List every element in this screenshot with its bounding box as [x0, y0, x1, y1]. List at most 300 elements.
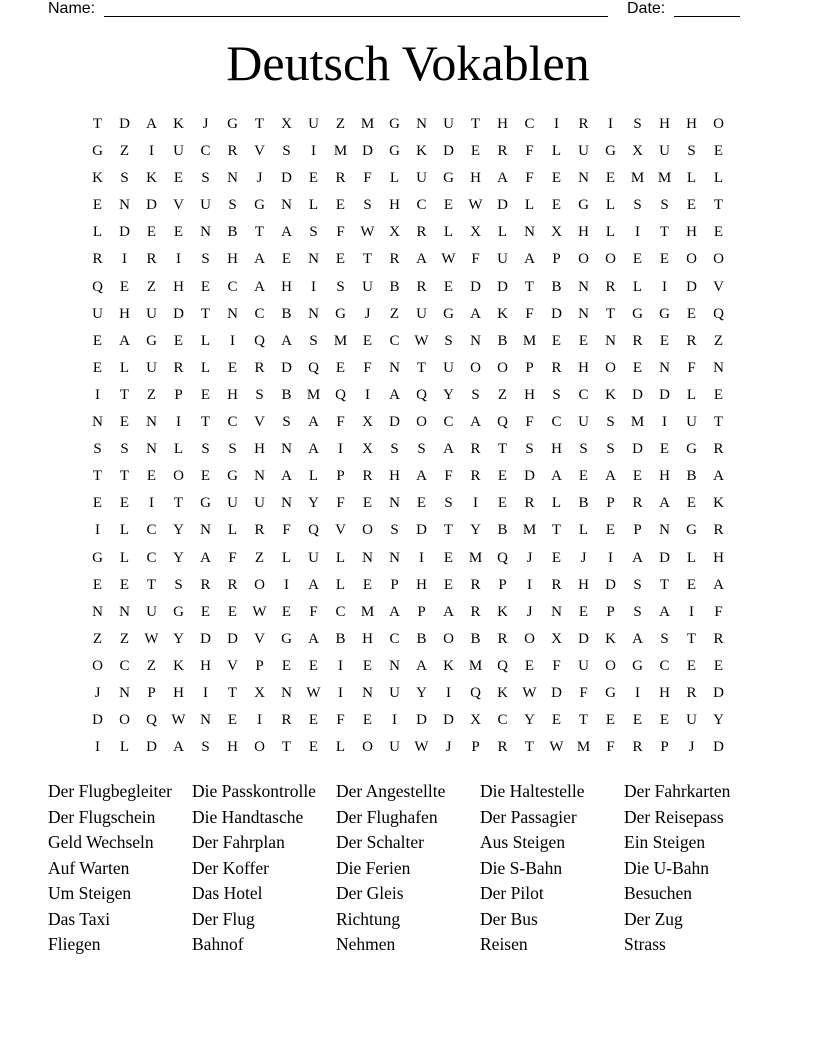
grid-letter: D	[497, 278, 508, 295]
grid-letter: R	[470, 603, 481, 620]
grid-letter: C	[659, 657, 670, 674]
grid-letter: H	[281, 278, 292, 295]
grid-letter: H	[227, 386, 238, 403]
grid-letter: G	[686, 522, 697, 539]
grid-letter: Q	[335, 386, 346, 403]
grid-letter: X	[389, 224, 400, 241]
grid-letter: K	[443, 657, 454, 674]
grid-letter: S	[282, 414, 291, 431]
grid-letter: N	[227, 305, 238, 322]
grid-letter: Q	[308, 359, 319, 376]
grid-letter: E	[200, 468, 211, 485]
grid-letter: E	[119, 414, 130, 431]
grid-letter: F	[363, 170, 372, 187]
grid-letter: F	[579, 684, 588, 701]
grid-letter: F	[282, 522, 291, 539]
grid-letter: G	[335, 305, 346, 322]
grid-letter: I	[446, 684, 451, 701]
grid-letter: A	[146, 116, 157, 132]
grid-letter: L	[173, 441, 184, 458]
grid-letter: S	[444, 332, 453, 349]
word-list-item: Der Flug	[192, 908, 255, 929]
grid-letter: C	[524, 116, 535, 132]
grid-letter: L	[686, 549, 697, 566]
grid-letter: I	[527, 576, 532, 593]
grid-letter: R	[713, 441, 724, 458]
grid-letter: S	[444, 495, 453, 512]
grid-letter: K	[173, 657, 184, 674]
grid-letter: L	[443, 224, 454, 241]
grid-letter: E	[659, 712, 670, 729]
grid-letter: G	[92, 143, 103, 160]
grid-letter: E	[470, 143, 481, 160]
grid-letter: E	[686, 495, 697, 512]
word-list-item: Der Koffer	[192, 857, 269, 878]
grid-letter: E	[173, 170, 184, 187]
grid-letter: D	[659, 549, 670, 566]
word-list-item: Der Flugbegleiter	[48, 781, 172, 801]
grid-letter: N	[281, 197, 292, 214]
date-label: Date:	[627, 0, 666, 17]
grid-letter: S	[471, 386, 480, 403]
grid-letter: E	[578, 603, 589, 620]
grid-letter: H	[578, 359, 589, 376]
grid-letter: M	[306, 386, 321, 403]
word-list-item: Bahnof	[192, 934, 244, 954]
grid-letter: C	[146, 522, 157, 539]
grid-letter: R	[254, 522, 265, 539]
grid-letter: Q	[416, 386, 427, 403]
grid-letter: M	[522, 332, 537, 349]
grid-letter: H	[497, 116, 508, 132]
grid-letter: A	[119, 332, 130, 349]
grid-letter: E	[686, 576, 697, 593]
grid-letter: H	[524, 386, 535, 403]
grid-letter: J	[256, 170, 263, 187]
grid-letter: F	[525, 414, 534, 431]
grid-letter: E	[551, 170, 562, 187]
grid-letter: S	[201, 251, 210, 268]
grid-letter: N	[524, 224, 535, 241]
grid-letter: E	[686, 657, 697, 674]
grid-letter: I	[392, 712, 397, 729]
grid-letter: G	[389, 143, 400, 160]
grid-letter: Y	[470, 522, 481, 539]
grid-letter: Z	[335, 116, 346, 132]
grid-letter: D	[416, 522, 427, 539]
grid-letter: B	[497, 332, 508, 349]
grid-letter: N	[713, 359, 724, 376]
grid-letter: R	[524, 495, 535, 512]
grid-letter: T	[281, 739, 292, 756]
grid-letter: C	[578, 386, 589, 403]
grid-letter: T	[659, 224, 670, 241]
grid-letter: M	[576, 739, 591, 756]
grid-letter: D	[173, 305, 184, 322]
grid-letter: P	[390, 576, 399, 593]
grid-letter: W	[441, 251, 456, 268]
word-list-item: Die Passkontrolle	[192, 781, 316, 801]
grid-letter: D	[119, 224, 130, 241]
grid-letter: G	[686, 441, 697, 458]
grid-letter: E	[119, 278, 130, 295]
grid-letter: D	[416, 712, 427, 729]
grid-letter: S	[390, 441, 399, 458]
grid-letter: S	[93, 441, 102, 458]
grid-letter: P	[174, 386, 183, 403]
grid-letter: A	[416, 251, 427, 268]
grid-letter: T	[497, 441, 508, 458]
grid-letter: P	[606, 603, 615, 620]
grid-letter: G	[578, 197, 589, 214]
grid-letter: W	[414, 739, 429, 756]
grid-letter: F	[336, 495, 345, 512]
word-list-item: Nehmen	[336, 934, 396, 954]
grid-letter: E	[686, 305, 697, 322]
grid-letter: M	[657, 170, 672, 187]
grid-letter: N	[389, 359, 400, 376]
grid-letter: U	[578, 657, 589, 674]
grid-letter: L	[389, 170, 400, 187]
grid-letter: W	[414, 332, 429, 349]
grid-letter: E	[551, 332, 562, 349]
grid-letter: U	[443, 116, 454, 132]
grid-letter: R	[605, 278, 616, 295]
grid-letter: E	[443, 278, 454, 295]
grid-letter: F	[687, 359, 696, 376]
grid-letter: C	[254, 305, 265, 322]
grid-letter: U	[416, 305, 427, 322]
grid-letter: G	[173, 603, 184, 620]
grid-letter: U	[146, 359, 157, 376]
grid-letter: C	[335, 603, 346, 620]
grid-letter: N	[119, 603, 130, 620]
grid-letter: S	[201, 739, 210, 756]
grid-letter: G	[632, 305, 643, 322]
grid-letter: X	[470, 712, 481, 729]
grid-letter: H	[227, 251, 238, 268]
grid-letter: G	[227, 116, 238, 132]
grid-letter: S	[525, 441, 534, 458]
grid-letter: E	[632, 712, 643, 729]
word-list-item: Reisen	[480, 934, 528, 954]
grid-letter: T	[254, 224, 265, 241]
grid-letter: E	[362, 332, 373, 349]
grid-letter: Z	[497, 386, 508, 403]
grid-letter: U	[416, 170, 427, 187]
grid-letter: Z	[146, 278, 157, 295]
grid-letter: P	[606, 495, 615, 512]
grid-letter: L	[119, 739, 130, 756]
grid-letter: E	[92, 359, 103, 376]
grid-letter: A	[632, 549, 643, 566]
grid-letter: L	[524, 197, 535, 214]
grid-letter: Q	[254, 332, 265, 349]
grid-letter: T	[119, 386, 130, 403]
grid-letter: P	[525, 359, 534, 376]
grid-letter: N	[362, 684, 373, 701]
grid-letter: D	[227, 630, 238, 647]
grid-letter: L	[92, 224, 103, 241]
grid-letter: M	[522, 522, 537, 539]
grid-letter: A	[281, 468, 292, 485]
word-list-item: Auf Warten	[48, 857, 130, 878]
grid-letter: I	[95, 739, 100, 756]
grid-letter: Z	[146, 386, 157, 403]
grid-letter: D	[146, 739, 157, 756]
grid-letter: Q	[497, 549, 508, 566]
grid-letter: D	[659, 386, 670, 403]
grid-letter: R	[497, 739, 508, 756]
grid-letter: D	[632, 441, 643, 458]
grid-letter: Z	[389, 305, 400, 322]
grid-letter: J	[445, 739, 452, 756]
grid-letter: Y	[308, 495, 319, 512]
grid-letter: T	[254, 116, 265, 132]
grid-letter: S	[579, 441, 588, 458]
grid-letter: F	[525, 143, 534, 160]
grid-letter: N	[416, 116, 427, 132]
grid-letter: N	[659, 359, 670, 376]
grid-letter: Q	[308, 522, 319, 539]
grid-letter: K	[146, 170, 157, 187]
grid-letter: M	[333, 332, 348, 349]
grid-letter: A	[308, 630, 319, 647]
word-list-item: Der Flughafen	[336, 806, 438, 827]
grid-letter: P	[660, 739, 669, 756]
grid-letter: L	[119, 549, 130, 566]
grid-letter: R	[389, 251, 400, 268]
grid-letter: I	[635, 684, 640, 701]
grid-letter: T	[713, 414, 724, 431]
grid-letter: G	[227, 468, 238, 485]
grid-letter: L	[227, 522, 238, 539]
grid-letter: A	[470, 305, 481, 322]
grid-letter: X	[254, 684, 265, 701]
grid-letter: R	[713, 630, 724, 647]
word-list-item: Die U-Bahn	[624, 857, 710, 878]
grid-letter: U	[146, 305, 157, 322]
grid-letter: O	[119, 712, 130, 729]
grid-letter: H	[686, 116, 697, 132]
grid-letter: Y	[173, 522, 184, 539]
grid-letter: S	[228, 197, 237, 214]
grid-letter: S	[390, 522, 399, 539]
grid-letter: I	[230, 332, 235, 349]
grid-letter: N	[551, 603, 562, 620]
grid-letter: D	[605, 576, 616, 593]
word-list-item: Der Angestellte	[336, 781, 446, 801]
grid-letter: A	[659, 495, 670, 512]
grid-letter: M	[360, 603, 375, 620]
grid-letter: R	[632, 495, 643, 512]
grid-letter: V	[713, 278, 724, 295]
grid-letter: O	[362, 522, 373, 539]
grid-letter: V	[335, 522, 346, 539]
grid-letter: J	[688, 739, 695, 756]
grid-letter: L	[119, 359, 130, 376]
grid-letter: W	[144, 630, 159, 647]
grid-letter: S	[120, 441, 129, 458]
grid-letter: G	[389, 116, 400, 132]
grid-letter: A	[389, 603, 400, 620]
word-list-item: Der Pilot	[480, 883, 544, 903]
word-list-item: Die Haltestelle	[480, 781, 585, 801]
grid-letter: Y	[524, 712, 535, 729]
grid-letter: E	[659, 332, 670, 349]
grid-letter: I	[419, 549, 424, 566]
grid-letter: K	[605, 630, 616, 647]
grid-letter: H	[200, 657, 211, 674]
grid-letter: R	[686, 332, 697, 349]
grid-letter: A	[497, 170, 508, 187]
grid-letter: I	[338, 684, 343, 701]
word-list-item: Richtung	[336, 908, 401, 929]
grid-letter: R	[200, 576, 211, 593]
word-list-item: Aus Steigen	[480, 832, 566, 852]
grid-letter: W	[468, 197, 483, 214]
grid-letter: U	[389, 684, 400, 701]
grid-letter: D	[92, 712, 103, 729]
grid-letter: N	[281, 495, 292, 512]
grid-letter: I	[662, 278, 667, 295]
grid-letter: J	[364, 305, 371, 322]
word-list-item: Der Bus	[480, 908, 538, 929]
grid-letter: B	[416, 630, 427, 647]
grid-letter: Z	[713, 332, 724, 349]
grid-letter: O	[686, 251, 697, 268]
grid-letter: E	[92, 332, 103, 349]
grid-letter: D	[497, 197, 508, 214]
grid-letter: G	[254, 197, 265, 214]
grid-letter: Q	[497, 657, 508, 674]
grid-letter: E	[281, 657, 292, 674]
grid-letter: I	[662, 414, 667, 431]
grid-letter: C	[389, 332, 400, 349]
grid-letter: E	[416, 495, 427, 512]
grid-letter: K	[713, 495, 724, 512]
grid-letter: T	[200, 414, 211, 431]
grid-letter: E	[227, 359, 238, 376]
grid-letter: T	[173, 495, 184, 512]
grid-letter: L	[551, 143, 562, 160]
grid-letter: Z	[92, 630, 103, 647]
grid-letter: R	[551, 576, 562, 593]
grid-letter: H	[362, 630, 373, 647]
grid-letter: E	[173, 224, 184, 241]
grid-letter: A	[308, 414, 319, 431]
grid-letter: N	[389, 549, 400, 566]
grid-letter: O	[524, 630, 535, 647]
grid-letter: H	[551, 441, 562, 458]
grid-letter: H	[227, 739, 238, 756]
grid-letter: G	[632, 657, 643, 674]
grid-letter: U	[254, 495, 265, 512]
grid-letter: T	[524, 278, 535, 295]
grid-letter: I	[203, 684, 208, 701]
word-list-item: Der Zug	[624, 908, 683, 929]
grid-letter: U	[578, 143, 589, 160]
grid-letter: U	[389, 739, 400, 756]
word-list-item: Die Ferien	[336, 857, 411, 878]
grid-letter: T	[470, 116, 481, 132]
grid-letter: Q	[146, 712, 157, 729]
grid-letter: C	[227, 278, 238, 295]
grid-letter: L	[686, 386, 697, 403]
grid-letter: T	[443, 522, 454, 539]
grid-letter: A	[416, 657, 427, 674]
grid-letter: O	[470, 359, 481, 376]
grid-letter: O	[497, 359, 508, 376]
grid-letter: F	[363, 359, 372, 376]
grid-letter: O	[416, 414, 427, 431]
grid-letter: G	[146, 332, 157, 349]
grid-letter: H	[578, 224, 589, 241]
grid-letter: J	[580, 549, 587, 566]
grid-letter: U	[308, 549, 319, 566]
grid-letter: B	[281, 305, 292, 322]
grid-letter: G	[659, 305, 670, 322]
grid-letter: B	[335, 630, 346, 647]
grid-letter: Y	[173, 630, 184, 647]
grid-letter: S	[633, 576, 642, 593]
grid-letter: L	[551, 495, 562, 512]
grid-letter: A	[173, 739, 184, 756]
grid-letter: N	[281, 684, 292, 701]
grid-letter: E	[362, 657, 373, 674]
grid-letter: S	[255, 386, 264, 403]
grid-letter: M	[630, 414, 645, 431]
grid-letter: K	[173, 116, 184, 132]
grid-letter: S	[282, 143, 291, 160]
grid-letter: R	[362, 468, 373, 485]
grid-letter: E	[308, 657, 319, 674]
grid-letter: S	[606, 441, 615, 458]
grid-letter: J	[526, 603, 533, 620]
grid-letter: N	[389, 657, 400, 674]
grid-letter: D	[389, 414, 400, 431]
grid-letter: H	[659, 116, 670, 132]
grid-letter: S	[633, 116, 642, 132]
grid-letter: B	[227, 224, 238, 241]
grid-letter: S	[660, 197, 669, 214]
grid-letter: T	[659, 576, 670, 593]
grid-letter: R	[578, 116, 589, 132]
grid-letter: M	[468, 549, 483, 566]
grid-letter: E	[605, 170, 616, 187]
grid-letter: E	[551, 712, 562, 729]
grid-letter: S	[228, 441, 237, 458]
word-list-item: Der Fahrkarten	[624, 781, 731, 801]
grid-letter: S	[309, 332, 318, 349]
grid-letter: I	[176, 251, 181, 268]
grid-letter: Z	[119, 630, 130, 647]
grid-letter: G	[605, 684, 616, 701]
grid-letter: H	[389, 197, 400, 214]
word-list-item: Strass	[624, 934, 666, 954]
grid-letter: I	[95, 522, 100, 539]
grid-letter: E	[281, 251, 292, 268]
grid-letter: R	[470, 576, 481, 593]
grid-letter: N	[146, 441, 157, 458]
grid-letter: L	[335, 739, 346, 756]
grid-letter: D	[713, 739, 724, 756]
grid-letter: U	[200, 197, 211, 214]
grid-letter: R	[713, 522, 724, 539]
grid-letter: E	[524, 657, 535, 674]
grid-letter: O	[605, 251, 616, 268]
grid-letter: Y	[443, 386, 454, 403]
